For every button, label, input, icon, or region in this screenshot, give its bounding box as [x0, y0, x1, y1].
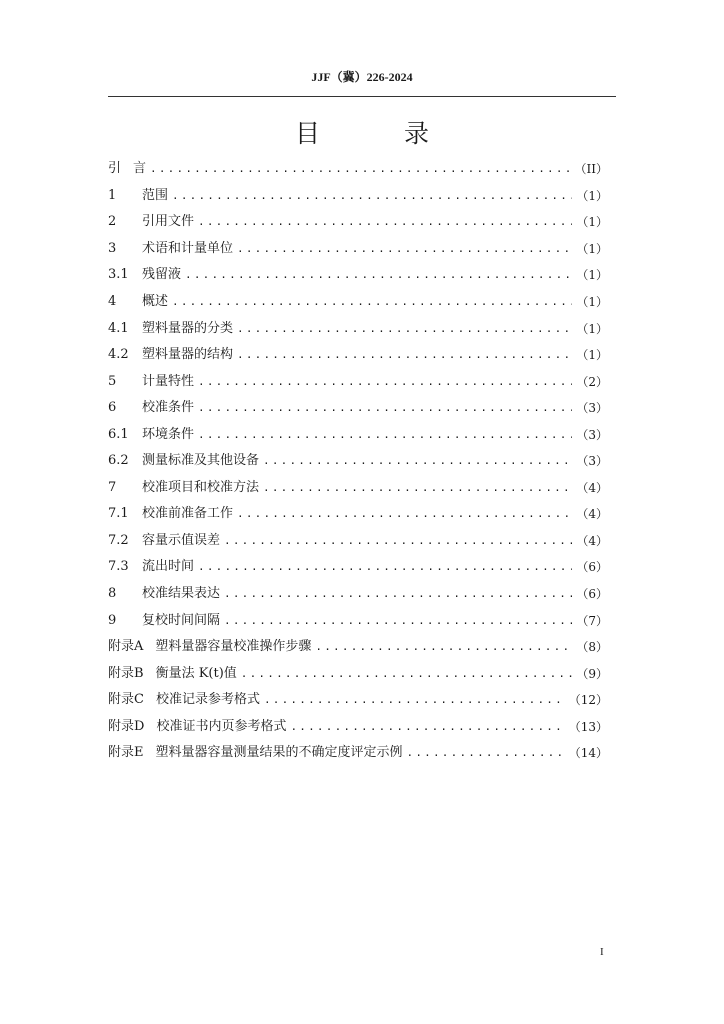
toc-entry-page: （3） [576, 427, 608, 442]
toc-entry-page: （12） [568, 693, 608, 708]
dot-leader [185, 268, 572, 282]
dot-leader [241, 667, 573, 681]
dot-leader [264, 693, 565, 707]
dot-leader [237, 322, 572, 336]
page-number: I [600, 946, 604, 958]
toc-entry-number: 6 [108, 400, 117, 416]
toc-entry-page: （1） [576, 215, 608, 230]
toc-entry[interactable] [108, 713, 608, 740]
toc-entry-title: 流出时间 [142, 559, 195, 575]
toc-entry[interactable] [108, 554, 608, 581]
toc-entry-number: 附录B [108, 665, 144, 681]
dot-leader [224, 534, 572, 548]
toc-entry-title: 塑料量器的分类 [142, 320, 234, 336]
toc-entry-title: 校准结果表达 [142, 586, 221, 602]
toc-entry-title: 计量特性 [142, 373, 195, 389]
toc-entry-page: （8） [576, 640, 608, 655]
toc-entry-number: 3 [108, 240, 117, 256]
toc-entry-page: （6） [576, 560, 608, 575]
toc-entry-title: 言 [133, 161, 147, 177]
toc-entry-number: 7.1 [108, 506, 129, 522]
dot-leader [172, 189, 572, 203]
toc-entry-number: 7.3 [108, 559, 129, 575]
toc-entry-title: 引用文件 [142, 214, 195, 230]
toc-entry[interactable] [108, 156, 608, 183]
toc-entry[interactable] [108, 342, 608, 369]
toc-entry-title: 容量示值误差 [142, 532, 221, 548]
dot-leader [237, 507, 572, 521]
dot-leader [224, 587, 572, 601]
dot-leader [237, 242, 572, 256]
dot-leader [198, 375, 572, 389]
toc-entry-page: （1） [576, 348, 608, 363]
dot-leader [198, 560, 572, 574]
toc-entry-number: 附录E [108, 745, 144, 761]
toc-entry-title: 校准项目和校准方法 [142, 479, 260, 495]
toc-entry[interactable] [108, 475, 608, 502]
toc-entry-page: （1） [576, 295, 608, 309]
toc-entry-page: （1） [576, 268, 608, 283]
toc-entry[interactable] [108, 315, 608, 342]
toc-entry[interactable] [108, 183, 608, 210]
toc-entry-number: 2 [108, 214, 117, 230]
toc-entry-page: （3） [576, 401, 608, 416]
toc-entry-number: 4 [108, 294, 117, 309]
toc-entry-title: 校准证书内页参考格式 [156, 718, 287, 734]
toc-entry-title: 校准前准备工作 [142, 506, 234, 522]
toc-entry-page: （13） [568, 719, 608, 734]
toc-entry-title: 校准记录参考格式 [155, 692, 260, 708]
toc-entry[interactable] [108, 448, 608, 475]
toc-entry-page: （1） [576, 241, 608, 256]
dot-leader [224, 614, 572, 628]
dot-leader [198, 215, 572, 229]
toc-entry[interactable] [108, 289, 608, 316]
dot-leader [172, 295, 572, 309]
toc-entry-page: （7） [576, 613, 608, 628]
toc-entry-number: 5 [108, 373, 117, 389]
toc-entry[interactable] [108, 236, 608, 263]
dot-leader [407, 746, 565, 760]
toc-entry[interactable] [108, 660, 608, 687]
toc-entry-title: 塑料量器容量测量结果的不确定度评定示例 [155, 745, 403, 761]
toc-entry-page: （4） [576, 507, 608, 522]
toc-entry-page: （1） [576, 188, 608, 203]
toc-entry-number: 引 [108, 161, 122, 177]
toc-title: 目 录 [295, 119, 467, 148]
toc-entry[interactable] [108, 395, 608, 422]
document-code-header: JJF（冀）226-2024 [311, 70, 413, 84]
toc-entry-page: （4） [576, 533, 608, 548]
toc-entry[interactable] [108, 687, 608, 714]
toc-entry-page: （1） [576, 321, 608, 336]
dot-leader [290, 720, 564, 734]
toc-entry-number: 6.1 [108, 426, 129, 442]
toc-entry[interactable] [108, 262, 608, 289]
dot-leader [198, 428, 572, 442]
toc-entry-number: 4.1 [108, 320, 129, 336]
dot-leader [315, 640, 572, 654]
toc-entry-page: （3） [576, 454, 608, 469]
toc-entry-title: 环境条件 [142, 426, 195, 442]
toc-entry-number: 6.2 [108, 453, 129, 469]
toc-entry-title: 术语和计量单位 [142, 240, 234, 256]
toc-entry-number: 3.1 [108, 267, 129, 283]
toc-entry-title: 残留液 [142, 267, 182, 283]
toc-entry-page: （II） [574, 162, 608, 177]
toc-entry-title: 校准条件 [142, 400, 195, 416]
toc-entry-page: （9） [576, 666, 608, 681]
toc-entry-title: 塑料量器容量校准操作步骤 [155, 639, 312, 655]
toc-entry-title: 衡量法 K(t)值 [155, 665, 237, 681]
toc-entry[interactable] [108, 634, 608, 661]
toc-entry-title: 范围 [142, 187, 169, 203]
toc-entry[interactable] [108, 368, 608, 395]
toc-entry-page: （2） [576, 374, 608, 389]
toc-entry[interactable] [108, 501, 608, 528]
toc-entry-number: 附录C [108, 692, 144, 708]
header-rule [108, 96, 616, 97]
toc-entry-number: 附录A [108, 639, 144, 655]
dot-leader [237, 348, 572, 362]
dot-leader [150, 162, 570, 176]
toc-entry-title: 复校时间间隔 [142, 612, 221, 628]
toc-entry-title: 塑料量器的结构 [142, 347, 234, 363]
toc-entry[interactable] [108, 528, 608, 555]
toc-entry-page: （14） [568, 746, 608, 761]
toc-entry-number: 1 [108, 187, 117, 203]
toc-entry-number: 7.2 [108, 532, 129, 548]
table-of-contents [108, 156, 608, 767]
toc-entry-number: 附录D [108, 718, 145, 734]
toc-entry-number: 7 [108, 479, 117, 495]
dot-leader [263, 454, 572, 468]
toc-entry[interactable] [108, 607, 608, 634]
toc-entry[interactable] [108, 740, 608, 767]
dot-leader [263, 481, 572, 495]
toc-entry-title: 测量标准及其他设备 [142, 453, 260, 469]
toc-entry[interactable] [108, 421, 608, 448]
toc-entry-number: 9 [108, 612, 117, 628]
toc-entry-title: 概述 [142, 294, 169, 309]
toc-entry[interactable] [108, 581, 608, 608]
toc-entry-number: 8 [108, 586, 117, 602]
dot-leader [198, 401, 572, 415]
toc-entry-page: （6） [576, 587, 608, 602]
toc-entry-number: 4.2 [108, 347, 129, 363]
toc-entry[interactable] [108, 209, 608, 236]
toc-entry-page: （4） [576, 480, 608, 495]
